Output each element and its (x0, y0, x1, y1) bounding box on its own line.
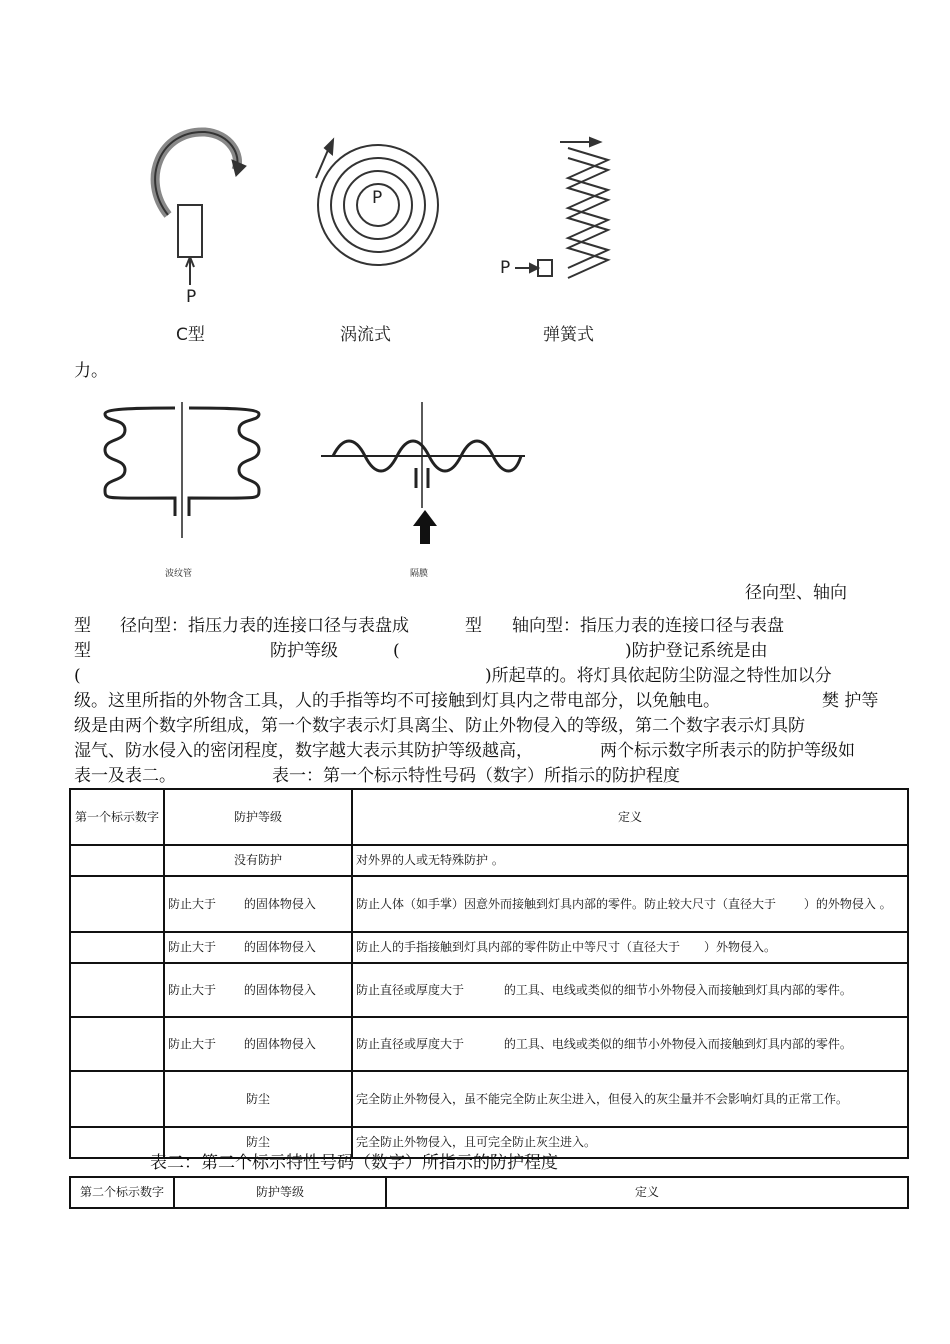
text-line2c: ( (393, 641, 400, 661)
table-row (70, 1017, 908, 1071)
table1-num (70, 963, 164, 1017)
p-label-c: P (186, 287, 197, 307)
table1-caption: 表一：第一个标示特性号码（数字）所指示的防护程度 (272, 766, 680, 786)
text-line4b: 樊 护等 (822, 691, 879, 711)
table1-def: 对外界的人或无特殊防护 。 (352, 845, 908, 876)
text-line7a: 表一及表二。 (74, 766, 176, 786)
text-line6b: 两个标示数字所表示的防护等级如 (600, 741, 855, 761)
table1-def: 完全防止外物侵入，且可完全防止灰尘进入。 (352, 1127, 908, 1158)
table2-caption: 表二：第二个标示特性号码（数字）所指示的防护程度 (150, 1153, 558, 1173)
text-line2a: 型 (74, 641, 91, 661)
diaphragm-caption: 隔膜 (410, 569, 429, 579)
table1-level: 防尘 (164, 1071, 352, 1127)
diaphragm-drawing (321, 402, 525, 544)
table1-level: 防止大于 的固体物侵入 (164, 932, 352, 963)
table-row (70, 845, 908, 876)
text-line5: 级是由两个数字所组成，第一个数字表示灯具离尘、防止外物侵入的等级，第二个数字表示灯具防 (74, 716, 805, 736)
helical-tube-drawing (515, 138, 608, 278)
table1-level: 没有防护 (164, 845, 352, 876)
table1-def: 防止直径或厚度大于 的工具、电线或类似的细节小外物侵入而接触到灯具内部的零件。 (352, 963, 908, 1017)
table1 (69, 788, 909, 1159)
text-line1a: 型 (74, 616, 91, 636)
text-line1d: 轴向型：指压力表的连接口径与表盘 (512, 616, 784, 636)
table1-level: 防尘 (164, 1127, 352, 1158)
c-type-caption: C型 (176, 325, 205, 345)
spiral-caption: 涡流式 (340, 325, 391, 345)
table-row (70, 932, 908, 963)
text-line1c: 型 (465, 616, 482, 636)
table2-header-num: 第二个标示数字 (70, 1177, 174, 1208)
table1-num (70, 845, 164, 876)
helical-caption: 弹簧式 (543, 325, 594, 345)
table1-level: 防止大于 的固体物侵入 (164, 876, 352, 932)
table2-header-level: 防护等级 (174, 1177, 386, 1208)
table1-num (70, 932, 164, 963)
bellows-drawing (105, 402, 259, 538)
table1-def: 防止人体（如手掌）因意外而接触到灯具内部的零件。防止较大尺寸（直径大于 ）的外物侵入 。 (352, 876, 908, 932)
text-line3a: ( (74, 666, 81, 686)
table1-level: 防止大于 的固体物侵入 (164, 963, 352, 1017)
p-label-spiral: P (372, 188, 383, 208)
table1-num (70, 1017, 164, 1071)
text-line6a: 湿气、防水侵入的密闭程度，数字越大表示其防护等级越高， (74, 741, 533, 761)
bellows-caption: 波纹管 (165, 569, 193, 579)
table1-num (70, 1071, 164, 1127)
table2-header-row (70, 1177, 908, 1208)
table1-def: 完全防止外物侵入，虽不能完全防止灰尘进入，但侵入的灰尘量并不会影响灯具的正常工作。 (352, 1071, 908, 1127)
table1-def: 防止人的手指接触到灯具内部的零件防止中等尺寸（直径大于 ）外物侵入。 (352, 932, 908, 963)
text-line2d: )防护登记系统是由 (625, 641, 768, 661)
table1-num (70, 876, 164, 932)
table1-level: 防止大于 的固体物侵入 (164, 1017, 352, 1071)
table2-header-def: 定义 (386, 1177, 908, 1208)
table1-header-def: 定义 (352, 789, 908, 845)
table1-header-row (70, 789, 908, 845)
text-line1b: 径向型：指压力表的连接口径与表盘成 (120, 616, 409, 636)
c-type-tube-drawing (155, 132, 246, 285)
table1-header-level: 防护等级 (164, 789, 352, 845)
text-line3b: )所起草的。将灯具依起防尘防湿之特性加以分 (485, 666, 832, 686)
table-row (70, 876, 908, 932)
table1-header-num: 第一个标示数字 (70, 789, 164, 845)
table2 (69, 1176, 909, 1209)
p-label-helical: P (500, 258, 511, 278)
bellows-diaphragm-figures (85, 398, 535, 558)
text-li: 力。 (74, 361, 108, 381)
table-row (70, 963, 908, 1017)
text-line2b: 防护等级 (270, 641, 338, 661)
text-radial-axial: 径向型、轴向 (745, 583, 847, 603)
table-row (70, 1071, 908, 1127)
text-line4: 级。这里所指的外物含工具，人的手指等均不可接触到灯具内之带电部分，以免触电。 (74, 691, 720, 711)
table1-def: 防止直径或厚度大于 的工具、电线或类似的细节小外物侵入而接触到灯具内部的零件。 (352, 1017, 908, 1071)
